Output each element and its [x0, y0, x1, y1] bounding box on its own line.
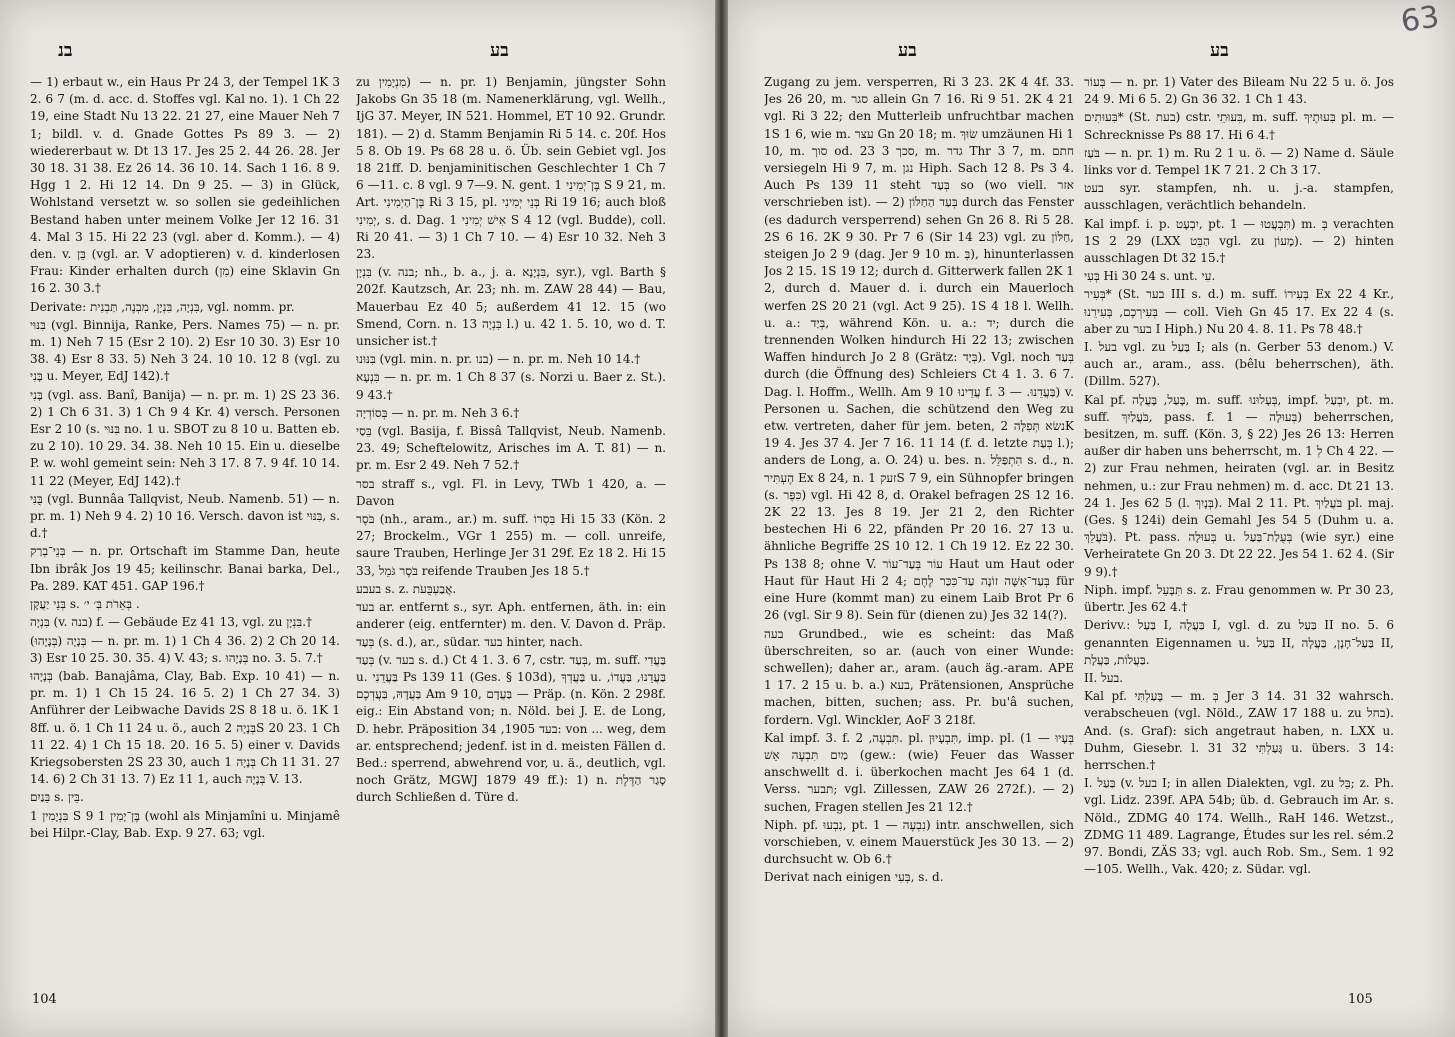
dictionary-entry: Derivv.: בַּעַל I, בַּעֲלָה I, vgl. d. zu בַּעַל II no. 5. 6 genannten Eigennamen u. בַּעַל II, בַּעַל־חָנָן, בַּעֲלָה II, בַּעֲלוֹת, בַּעֲלָת. — [1084, 618, 1394, 667]
running-head-right: בע — [1210, 40, 1229, 61]
dictionary-entry: בְּעִיר* (St. בער III s. d.) m. suff. בְּעִירוֹ Ex 22 4 Kr., בְּעִירְכֶם, בְּעִירֵנוּ — coll. Vieh Gn 45 17. Ex 22 4 (s. aber zu בער I Hiph.) Nu 20 4. 8. 11. Ps 78 48.† — [1084, 287, 1394, 336]
dictionary-entry: בִּנּוּנוּ (vgl. min. n. pr. בנו) — n. pr. m. Neh 10 14.† — [356, 352, 641, 367]
dictionary-entry: בעה Grundbed., wie es scheint: das Maß überschreiten, so ar. (auch von einer Wunde: schwellen); daher ar., aram. (auch äg.-aram. APE 1 17. 2 15 u. b. a.) בעא, Prätensionen, Ansprüche machen, bitten, suchen; ass. Pr. bu'â suchen, fordern. Vgl. Winckler, AoF 3 218f. — [764, 626, 1074, 727]
dictionary-entry: בְּנֵי יַעֲקָן s. בְּאֵרֹת בְּ׳ י׳ . — [30, 597, 140, 612]
dictionary-entry: Kal impf. i. p. יִבְעָט, pt. תִּבְעֲטוּ — 1) m. בְּ verachten 1S 2 29 (LXX הַבֵּט vgl. zu מָעוֹן). — 2) hinten ausschlagen Dt 32 15.† — [1084, 216, 1394, 266]
dictionary-entry: Kal pf. בָּעַלְתִּי — m. בְּ Jer 3 14. 31 32 wahrsch. verabscheuen (vgl. Nöld., ZAW 17 188 u. zu בחל). And. (s. Graf): sich angetraut haben, n. LXX u. Duhm, Giesebr. l. 31 32 גָּעַלְתִּי u. übers. 3 14: herrschen.† — [1084, 689, 1394, 772]
left-page-column-2 — [356, 74, 666, 974]
page-number-right: 105 — [1348, 992, 1373, 1007]
dictionary-entry: בְּעַד (v. בעד s. d.) Ct 4 1. 3. 6 7, cstr. בְּעַד, m. suff. בַּעֲדִי u. בַּעֲדֵנִי Ps 139 11 (Ges. § 103d), בַּעֲדְךָ u. בַּעֲדֵנוּ, בַּעֲדוֹ, בַּעֲדָהּ, בַּעֲדְכֶם Am 9 10, בַּעֲדָם — Präp. (n. Kön. 2 298f. eig.: Ein Abstand von; n. Nöld. bei J. E. de Long, D. hebr. Präposition בעד 1905, 34: von ... weg, dem ar. entsprechend; jedenf. ist in d. meisten Fällen d. Bed.: sperrend, abwehrend vor, u. ä., deutlich, vgl. noch Grätz, MGWJ 1879 49 ff.): 1) n. סָגַר הַדֶּלֶת durch Schließen d. Türe d. — [356, 652, 666, 805]
dictionary-entry: בֹּסֶר (nh., aram., ar.) m. suff. בִּסְרוֹ Hi 15 33 (Kön. 2 27; Brockelm., VGr 1 255) m. — coll. unreife, saure Trauben, Herlinge Jer 31 29f. Ez 18 2. Hi 15 33, בֹּסֶר גֹּמֵל reifende Trauben Jes 18 5.† — [356, 512, 666, 578]
dictionary-entry: Niph. impf. תִּבָּעֵל s. z. Frau genommen w. Pr 30 23, übertr. Jes 62 4.† — [1084, 582, 1394, 615]
dictionary-entry: בֹּעַז — n. pr. 1) m. Ru 2 1 u. ö. — 2) Name d. Säule links vor d. Tempel 1K 7 21. 2 Ch 3 17. — [1084, 145, 1394, 178]
dictionary-entry: בֵּסַי (vgl. Basija, f. Bissâ Tallqvist, Neub. Namenb. 23. 49; Scheftelowitz, Arisches im A. T. 81) — n. pr. m. Esr 2 49. Neh 7 52.† — [356, 424, 666, 473]
dictionary-entry: zu מִנְיָמִין) — n. pr. 1) Benjamin, jüngster Sohn Jakobs Gn 35 18 (m. Namenerklärung, vgl. Wellh., IjG 37. Meyer, IN 521. Hommel, ET 10 92. Grundr. 181). — 2) d. Stamm Benjamin Ri 5 14. c. 20f. Hos 5 8. Ob 19. Ps 68 28 u. ö. Üb. sein Gebiet vgl. Jos 18 21ff. D. benjaminitischen Geschlechter 1 Ch 7 6 —11. c. 8 vgl. 9 7—9. N. gent. בֶּן־יְמִינִי 1 S 9 21, m. Art. בֶּן־הַיְמִינִי Ri 3 15, pl. בְּנֵי יְמִינִי Ri 19 16; auch bloß יְמִינִי, s. d. Dag. אִישׁ יְמִינִי 1 S 4 12 (vgl. Budde), coll. Ri 20 41. — 3) 1 Ch 7 10. — 4) Esr 10 32. Neh 3 23. — [356, 75, 666, 262]
dictionary-entry: Zugang zu jem. versperren, Ri 3 23. 2K 4 4f. 33. Jes 26 20, m. סגר allein Gn 7 16. Ri 9 51. 2K 4 21 vgl. Ri 3 22; den Mutterleib unfruchtbar machen 1S 1 6, wie m. עצר Gn 20 18; m. שׂוּךְ umzäunen Hi 1 10, m. סוך od. סכך 3 23, m. גדר Thr 3 7, m. חתם versiegeln Hi 9 7, m. נגן Hiph. Sach 12 8. Ps 3 4. Auch Ps 139 11 steht בְּעַד so (wo viell. אזר verschrieben ist). — 2) בְּעַד הַחַלּוֹן durch das Fenster (es dadurch versperrend) sehen Gn 26 8. Ri 5 28. 2S 6 16. 2K 9 30. Pr 7 6 (Sir 14 23) vgl. zu חַלּוֹן, steigen Jo 2 9 (dag. Jer 9 10 m. בְּ), hinunterlassen Jos 2 15. 1S 19 12; durch d. Gitterwerk fallen 2K 1 2, durch d. Mauer d. i. durch ein Mauerloch werfen 2S 20 21 (vgl. Act 9 25). 1S 4 18 l. Wellh. u. a.: בְּיַד, während Kön. u. a.: יד; durch die trennenden Wolken hindurch Hi 22 13; zwischen Waffen hindurch Jo 2 8 (Grätz: בְּיָד). Vgl. noch בְּעַד durch (die Öffnung des) Schleiers Ct 4 1. 3. 6 7. Dag. l. Hoffm., Wellh. Am 9 10 עֲדֵינוּ f. בַּעֲדֵנוּ. — 3) v. Personen u. Sachen, die schützend den Weg zu etw. vertreten, daher für jem. beten, נשׂא תְּפִלָּה 2K 19 4. Jes 37 4. Jer 7 16. 11 14 (f. d. letzte בְּעַת l.); anders de Long, a. O. 24) u. bes. n. הִתְפַּלֵּל s. d., n. הֶעְתִּיר Ex 8 24, n. זעק 1S 7 9, ein Sühnopfer bringen (s. כִּפֶּר) vgl. Hi 42 8, d. Orakel befragen 2S 12 16. 2K 22 13. Jes 8 19. Jer 21 2, den Richter bestechen Hi 6 22, pfänden Pr 20 16. 27 13 u. ähnliche Begriffe 2S 10 12. 1 Ch 19 12. Ez 22 30. Ps 138 8; ohne V. עוֹר בְּעַד־עוֹר Haut um Haut oder Haut für Haut Hi 2 4; בְּעַד־אִשָּׁה זוֹנָה עַד־כִּכַּר לֶחֶם für eine Hure (kommt man) zu einem Laib Brot Pr 6 26 (vgl. Sir 9 8). Sein für (dienen zu) Jes 32 14(?). — [764, 75, 1074, 623]
dictionary-entry: בעד ar. entfernt s., syr. Aph. entfernen, äth. in: ein anderer (eig. entfernter) m. den. V. Davon d. Präp. בְּעַד (s. d.), ar., südar. בעד hinter, nach. — [356, 600, 666, 649]
left-page — [0, 0, 715, 1037]
dictionary-entry: בִּנְיָה (v. בנה) f. — Gebäude Ez 41 13, vgl. zu בִּנְיָן.† — [30, 615, 313, 630]
dictionary-entry: II. בעל. — [1084, 670, 1124, 685]
dictionary-entry: בֵּנַיִם s. בֵּין. — [30, 790, 84, 805]
dictionary-entry: בְּעוֹר — n. pr. 1) Vater des Bileam Nu 22 5 u. ö. Jos 24 9. Mi 6 5. 2) Gn 36 32. 1 Ch 1 43. — [1084, 75, 1394, 107]
running-head-left: בע — [898, 40, 917, 61]
pencil-annotation: 63 — [1398, 0, 1442, 40]
dictionary-entry: — 1) erbaut w., ein Haus Pr 24 3, der Tempel 1K 3 2. 6 7 (m. d. acc. d. Stoffes vgl. Kal no. 1). 1 Ch 22 19, eine Stadt Nu 13 22. 21 27, eine Mauer Neh 7 1; bildl. v. d. Gnade Gottes Ps 89 3. — 2) wiedererbaut w. Dt 13 17. Jes 25 2. 44 26. 28. Jer 30 18. 31 38. Ez 26 14. 36 10. 14. Sach 1 16. 8 9. Hgg 1 2. Hi 12 14. Dn 9 25. — 3) in Glück, Wohlstand versetzt w. so sollen sie gedeihlichen Bestand haben unter meinem Volke Jer 12 16. 31 4. Mal 3 15. Hi 22 23 (vgl. aber d. Komm.). — 4) den. v. בֵּן (vgl. ar. V adoptieren) v. d. kinderlosen Frau: Kinder erhalten durch (מִן) eine Sklavin Gn 16 2. 30 3.† — [30, 75, 340, 296]
dictionary-entry: בִּנְעָא — n. pr. m. 1 Ch 8 37 (s. Norzi u. Baer z. St.). 9 43.† — [356, 370, 666, 402]
dictionary-entry: בִּנְיָמִין 1 S 9 1 בֶּן־יָמִין (wohl als Minjamîni u. Minjamê bei Hilpr.-Clay, Bab. Exp. 9 27. 63; vgl. — [30, 808, 340, 840]
right-page — [728, 0, 1455, 1037]
dictionary-entry: I. בעל vgl. zu בַּעַל I; als (n. Gerber 53 denom.) V. auch ar., aram., ass. (bêlu beherrschen), äth. (Dillm. 527). — [1084, 340, 1394, 389]
right-page-column-2 — [1084, 74, 1394, 974]
right-page-column-1 — [764, 74, 1074, 974]
dictionary-entry: Derivat nach einigen בְּעִי, s. d. — [764, 870, 944, 885]
dictionary-entry: בְּנָיָה (בְּנָיָהוּ) — n. pr. m. 1) 1 Ch 4 36. 2) 2 Ch 20 14. 3) Esr 10 25. 30. 35. 4) V. 43; s. בְּנָיָהוּ no. 3. 5. 7.† — [30, 633, 340, 665]
dictionary-entry: בְּנָיָהוּ (bab. Banajâma, Clay, Bab. Exp. 10 41) — n. pr. m. 1) 1 Ch 15 24. 16 5. 2) 1 Ch 27 34. 3) Anführer der Leibwache Davids 2S 8 18 u. ö. 1K 1 8ff. u. ö. 1 Ch 11 24 u. ö., auch בְּנָיָה 2S 20 23. 1 Ch 11 22. 4) 1 Ch 15 18. 20. 16 5. 5) einer v. Davids Kriegsobersten 2S 23 30, auch בְּנָיָה 1 Ch 11 31. 27 14. 6) 2 Ch 31 13. 7) Ez 11 1, auch בְּנָיָה V. 13. — [30, 668, 340, 787]
dictionary-entry: Kal pf. בָּעַל, בָּעֲלָה, m. suff. בְּעָלוּנוּ, impf. יִבְעַל, pt. m. suff. בֹּעֲלַיִךְ, pass. f. בְּעוּלָה — 1) beherrschen, besitzen, m. suff. (Kön. 3, § 22) Jes 26 13: Herren außer dir haben uns beherrscht, m. לְ 1 Ch 4 22. — 2) zur Frau nehmen, heiraten (vgl. ar. in Besitz nehmen, u.: zur Frau nehmen) m. d. acc. Dt 21 13. 24 1. Jes 62 5 (l. בְּנָיִךְ). Mal 2 11. Pt. בֹּעֲלַיִךְ pl. maj. (Ges. § 124i) dein Gemahl Jes 54 5 (Duhm u. a. בֹּעֲלֵךְ). Pt. pass. בְּעוּלָה u. בְּעֻלַת־בַּעַל (wie syr.) eine Verheiratete Gn 20 3. Dt 22 22. Jes 54 1. 62 4. (Sir 9 9).† — [1084, 392, 1394, 579]
dictionary-entry: בְּנֵי־בְרַק — n. pr. Ortschaft im Stamme Dan, heute Ibn ibrâk Jos 19 45; keilinschr. Banai barka, Del., Pa. 289. KAT 451. GAP 196.† — [30, 544, 340, 593]
running-head-left: בנ — [58, 40, 73, 61]
dictionary-entry: בָּנִי (vgl. ass. Banî, Banija) — n. pr. m. 1) 2S 23 36. 2) 1 Ch 6 31. 3) 1 Ch 9 4 Kr. 4) versch. Personen Esr 2 10 (s. בִּנּוּי no. 1 u. SBOT zu 8 10 u. Batten eb. zu 2 10). 10 29. 34. 38. Neh 10 15. Ein u. dieselbe P. w. wohl gemeint sein: Neh 3 17. 8 7. 9 4f. 10 14. 11 22 (Meyer, EdJ 142).† — [30, 387, 340, 488]
running-head-right: בע — [490, 40, 509, 61]
dictionary-entry: בֻּנִּי (vgl. Bunnâa Tallqvist, Neub. Namenb. 51) — n. pr. m. 1) Neh 9 4. 2) 10 16. Versch. davon ist בִּנּוּי, s. d.† — [30, 491, 340, 541]
dictionary-entry: בְּסוֹדְיָה — n. pr. m. Neh 3 6.† — [356, 405, 520, 420]
dictionary-entry: בסר straff s., vgl. Fl. in Levy, TWb 1 420, a. — Davon — [356, 476, 666, 508]
page-number-left: 104 — [32, 992, 57, 1007]
dictionary-entry: בְּעִי Hi 30 24 s. unt. עִי. — [1084, 269, 1216, 284]
book-gutter — [715, 0, 728, 1037]
dictionary-entry: בִּנְיָן (v. בנה; nh., b. a., j. a. בִּנְיָנָא, syr.), vgl. Barth § 202f. Kautzsch, Ar. 23; nh. m. ZAW 28 44) — Bau, Mauerbau Ez 40 5; außerdem 41 12. 15 (wo Smend, Corn. n. 13 בִּנְיָה l.) u. 42 1. 5. 10, wo d. T. unsicher ist.† — [356, 265, 666, 349]
dictionary-entry: בעט syr. stampfen, nh. u. j.-a. stampfen, ausschlagen, verächtlich behandeln. — [1084, 181, 1394, 213]
dictionary-entry: בִּעוּתִים* (St. בעת) cstr. בִּעוּתֵי, m. suff. בִּעוּתֶיךָ pl. m. — Schrecknisse Ps 88 17. Hi 6 4.† — [1084, 110, 1394, 142]
dictionary-entry: בעבע s. z. אֲבַעְבֻּעֹת. — [356, 581, 457, 596]
dictionary-entry: Derivate: בִּנְיָה, בִּנְיָן, מִבְנֶה, תַּבְנִית, vgl. nomm. pr. — [30, 299, 295, 314]
dictionary-entry: I. בַּעַל (v. בעל I; in allen Dialekten, vgl. zu בֵּל; z. Ph. vgl. Lidz. 239f. APA 54b; üb. d. Gebrauch im Ar. s. Nöld., ZDMG 40 174. Wellh., RaH 146. Wetzst., ZDMG 11 489. Lagrange, Études sur les rel. sém.2 97. Bondi, ZÄS 33; vgl. auch Rob. Sm., Sem. 1 92—105. Wellh., Vak. 420; z. Südar. vgl. — [1084, 776, 1394, 877]
dictionary-entry: Kal impf. 3. f. תִּבְעֶה, 2. pl. תִּבְעָיוּן, imp. pl. בְּעָיוּ — 1) מַיִם תִּבְעֶה אֵשׁ (gew.: (wie) Feuer das Wasser anschwellt d. i. überkochen macht Jes 64 1 (d. Verss. תבער; vgl. Zillessen, ZAW 26 272f.). — 2) suchen, Fragen stellen Jes 21 12.† — [764, 730, 1074, 814]
dictionary-entry: Niph. pf. נִבְעוּ, pt. נִבְעֶה — 1) intr. anschwellen, sich vorschieben, v. einem Mauerstück Jes 30 13. — 2) durchsucht w. Ob 6.† — [764, 817, 1074, 867]
dictionary-entry: בִּנּוּי (vgl. Binnija, Ranke, Pers. Names 75) — n. pr. m. 1) Neh 7 15 (Esr 2 10). 2) Esr 10 30. 3) Esr 10 38. 4) Esr 8 33. 5) Neh 3 24. 10 10. 12 8 (vgl. zu בָּנִי u. Meyer, EdJ 142).† — [30, 317, 340, 384]
left-page-column-1 — [30, 74, 340, 974]
